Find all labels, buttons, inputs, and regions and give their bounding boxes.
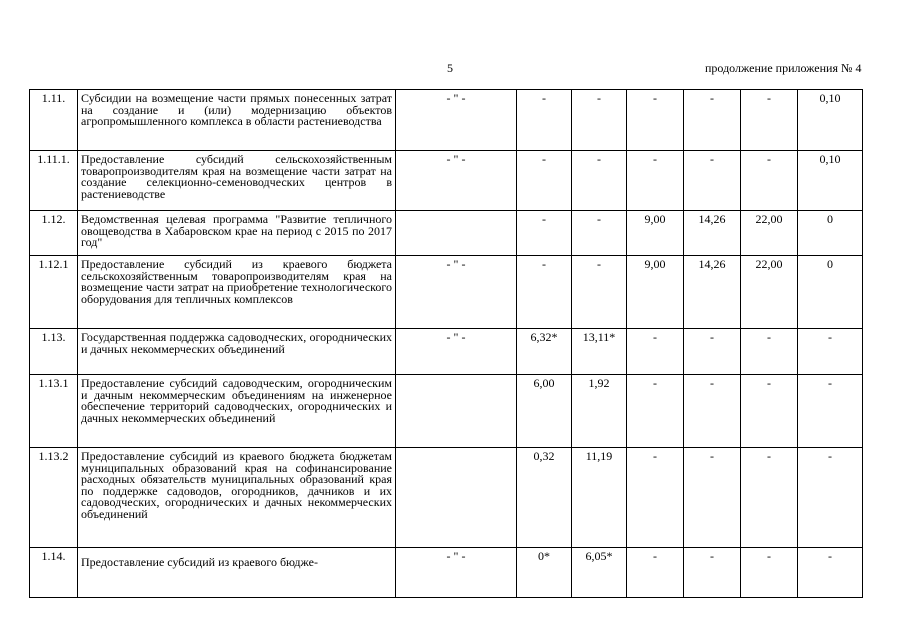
appendix-continuation-label: продолжение приложения № 4 (705, 61, 862, 75)
appendix-table (29, 89, 863, 598)
row-value: - (627, 448, 684, 548)
row-value: - (741, 375, 798, 448)
row-number: 1.11. (30, 90, 78, 151)
table-row (30, 211, 863, 256)
row-value-source: - " - (396, 256, 517, 329)
row-number: 1.11.1. (30, 151, 78, 211)
row-value: 9,00 (627, 211, 684, 256)
row-value: 0,32 (517, 448, 572, 548)
row-description: Ведомственная целевая программа "Развитие тепличного овощеводства в Хабаровском крае на период с 2015 по 2017 год" (78, 211, 396, 256)
row-value: - (798, 329, 863, 375)
row-value: - (517, 256, 572, 329)
row-value: - (517, 90, 572, 151)
row-value: - (572, 256, 627, 329)
row-description: Государственная поддержка садоводческих, огороднических и дачных некоммерческих объединений (78, 329, 396, 375)
row-value-source: - " - (396, 90, 517, 151)
row-value: - (684, 329, 741, 375)
table-row (30, 448, 863, 548)
row-value: - (627, 151, 684, 211)
table-row (30, 151, 863, 211)
row-value: - (627, 329, 684, 375)
row-value: 22,00 (741, 256, 798, 329)
row-value: - (684, 90, 741, 151)
row-value: 6,00 (517, 375, 572, 448)
row-number: 1.12. (30, 211, 78, 256)
row-value: 0 (798, 211, 863, 256)
row-value: 0 (798, 256, 863, 329)
row-number: 1.13. (30, 329, 78, 375)
row-value: - (627, 90, 684, 151)
row-value: - (517, 151, 572, 211)
row-value-source (396, 211, 517, 256)
row-value: 1,92 (572, 375, 627, 448)
row-number: 1.14. (30, 548, 78, 598)
row-value: 6,32* (517, 329, 572, 375)
row-value: - (572, 211, 627, 256)
table-row (30, 548, 863, 598)
row-value-source (396, 375, 517, 448)
row-value: - (741, 448, 798, 548)
row-value: - (517, 211, 572, 256)
row-value: 14,26 (684, 211, 741, 256)
page-number: 5 (447, 61, 453, 75)
row-value-source: - " - (396, 548, 517, 598)
row-value-source: - " - (396, 151, 517, 211)
row-value: 9,00 (627, 256, 684, 329)
row-value: - (627, 548, 684, 598)
row-value: - (798, 448, 863, 548)
row-value: 6,05* (572, 548, 627, 598)
row-value: - (684, 375, 741, 448)
row-value: 13,11* (572, 329, 627, 375)
row-value: - (684, 151, 741, 211)
row-description: Субсидии на возмещение части прямых понесенных затрат на создание и (или) модернизацию объектов агропромышленного комплекса в области растениеводства (78, 90, 396, 151)
row-value: 11,19 (572, 448, 627, 548)
row-value: 0* (517, 548, 572, 598)
table-row (30, 256, 863, 329)
row-value-source (396, 448, 517, 548)
row-value: - (684, 448, 741, 548)
row-description: Предоставление субсидий из краевого бюджета сельскохозяйственным товаропроизводителям края на возмещение части затрат на приобретение технологического оборудования для тепличных комплексов (78, 256, 396, 329)
row-value: 14,26 (684, 256, 741, 329)
row-value: - (741, 90, 798, 151)
row-value: 0,10 (798, 90, 863, 151)
row-value: - (684, 548, 741, 598)
table-row (30, 90, 863, 151)
row-description: Предоставление субсидий из краевого бюдже- (78, 548, 396, 598)
row-number: 1.13.1 (30, 375, 78, 448)
row-description: Предоставление субсидий сельскохозяйственным товаропроизводителям края на возмещение части затрат на создание селекционно-семеноводческих центров в растениеводстве (78, 151, 396, 211)
row-number: 1.12.1 (30, 256, 78, 329)
row-description: Предоставление субсидий из краевого бюджета бюджетам муниципальных образований края на софинансирование расходных обязательств муниципальных образований края по поддержке садоводов, огородников, дачников и их садоводческих, огороднических и дачных некоммерческих объединений (78, 448, 396, 548)
row-value: - (798, 375, 863, 448)
row-value: - (798, 548, 863, 598)
row-value-source: - " - (396, 329, 517, 375)
row-number: 1.13.2 (30, 448, 78, 548)
table-row (30, 375, 863, 448)
row-value: - (627, 375, 684, 448)
row-description: Предоставление субсидий садоводческим, огородническим и дачным некоммерческим объединениям на инженерное обеспечение территорий садоводческих, огороднических и дачных некоммерческих объединений (78, 375, 396, 448)
row-value: 22,00 (741, 211, 798, 256)
table-row (30, 329, 863, 375)
row-value: - (741, 548, 798, 598)
row-value: - (741, 329, 798, 375)
row-value: 0,10 (798, 151, 863, 211)
row-value: - (572, 90, 627, 151)
row-value: - (572, 151, 627, 211)
row-value: - (741, 151, 798, 211)
